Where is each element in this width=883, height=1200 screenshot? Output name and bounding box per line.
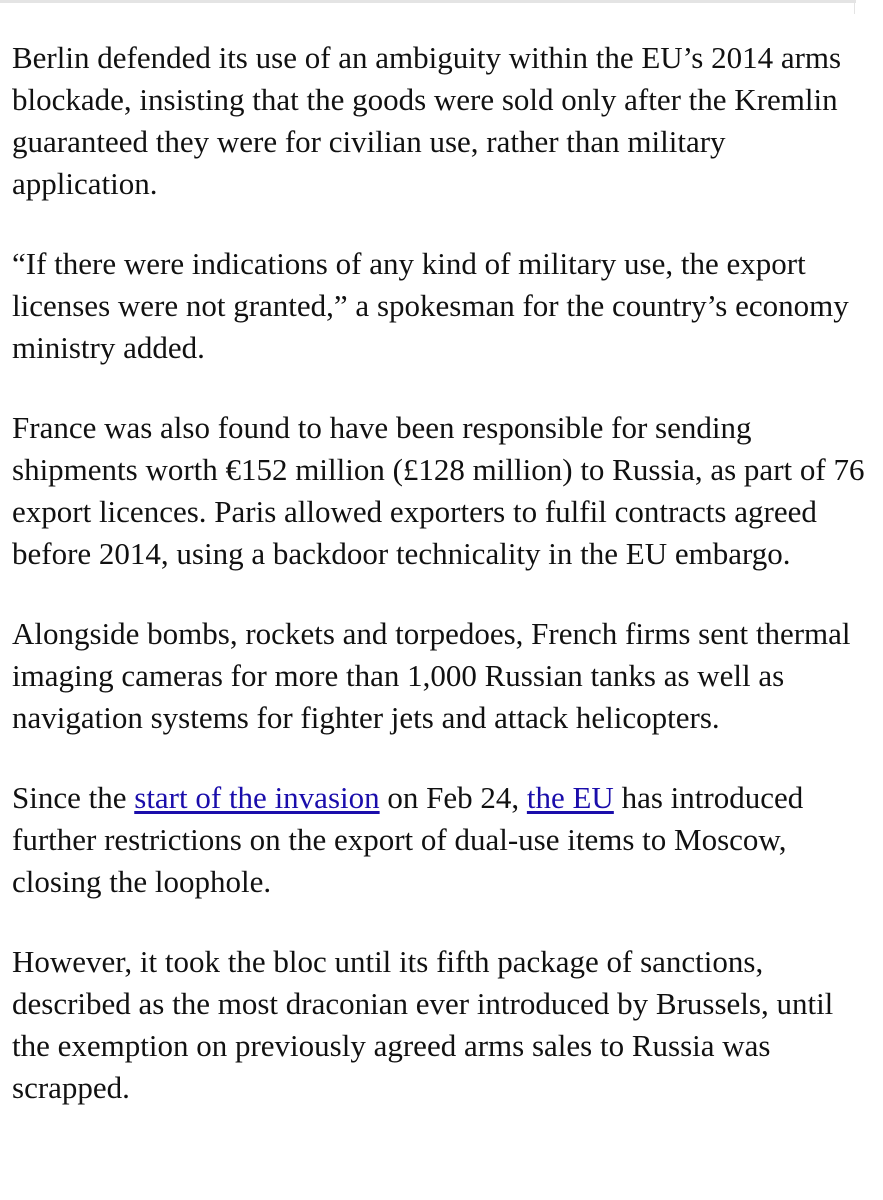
paragraph-spokesman-quote: “If there were indications of any kind of military use, the export licenses were not granted,” a spokesman for the country’s economy ministry added. [12,246,849,365]
paragraph-sanctions: However, it took the bloc until its fifth package of sanctions, described as the most draconian ever introduced by Brussels, until the exemption on previously agreed arms sales to Russia was scrapped. [12,944,834,1105]
start-of-invasion-link[interactable]: start of the invasion [134,780,380,815]
article-body [12,37,870,1147]
paragraph-berlin: Berlin defended its use of an ambiguity within the EU’s 2014 arms blockade, insisting that the goods were sold only after the Kremlin guaranteed they were for civilian use, rather than military application. [12,40,842,201]
paragraph-text: on Feb 24, [379,780,527,815]
paragraph-since-invasion [12,777,870,903]
paragraph-text: Since the [12,780,135,815]
paragraph-france: France was also found to have been responsible for sending shipments worth €152 million (£128 million) to Russia, as part of 76 export licences. Paris allowed exporters to fulfil contracts agreed before 2014, using a backdoor technicality in the EU embargo. [12,410,865,571]
paragraph-french-firms: Alongside bombs, rockets and torpedoes, French firms sent thermal imaging cameras for more than 1,000 Russian tanks as well as navigation systems for fighter jets and attack helicopters. [12,616,851,735]
top-divider [0,0,856,3]
paragraph-text: has introduced further restrictions on the export of dual-use items to Moscow, closing the loophole. [12,780,804,899]
right-divider [854,0,855,14]
the-eu-link[interactable]: the EU [526,780,614,815]
